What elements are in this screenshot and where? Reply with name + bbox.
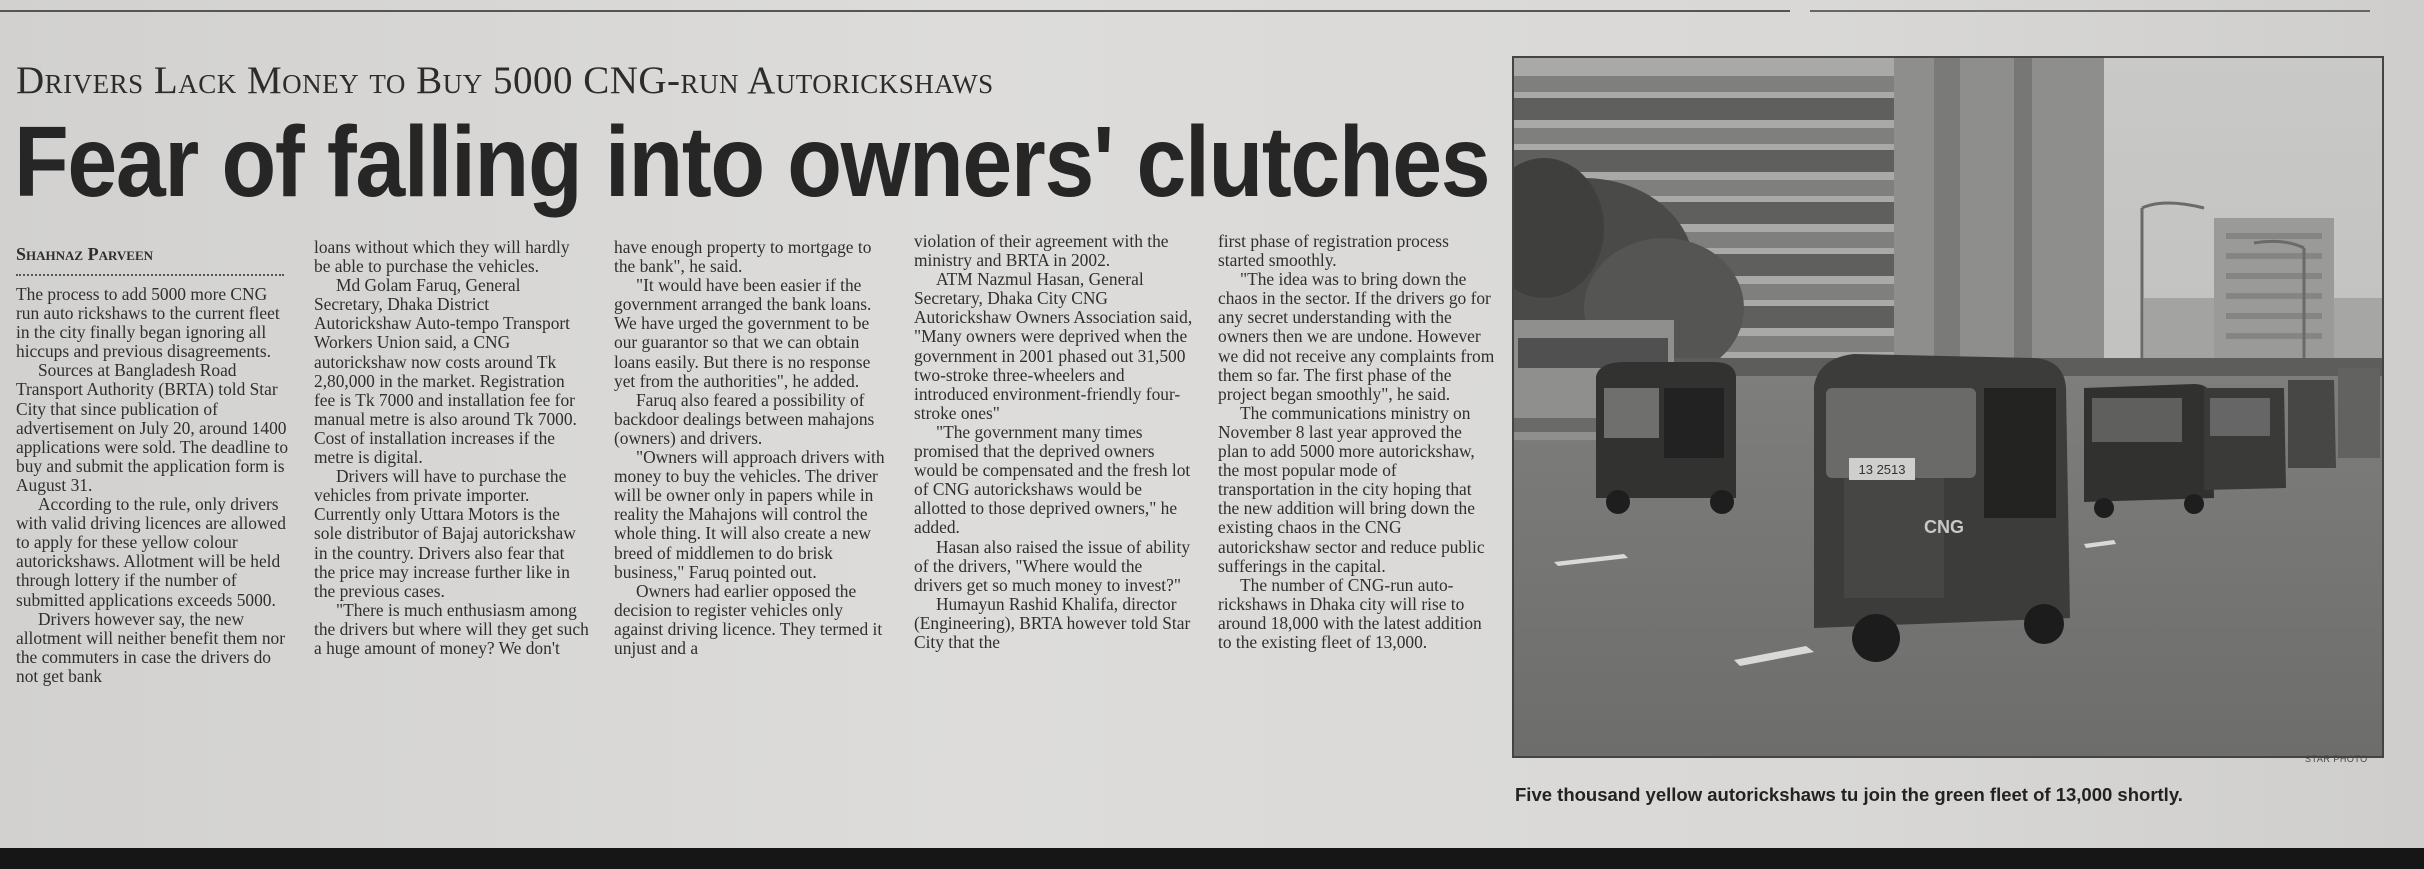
article-kicker: Drivers Lack Money to Buy 5000 CNG-run Autorickshaws: [16, 59, 994, 102]
paragraph: "There is much enthusiasm among the drivers but where will they get such a huge amount of money? We don't: [314, 599, 589, 658]
article-column-2: [314, 238, 590, 828]
photo-caption: Five thousand yellow autorickshaws tu join the green fleet of 13,000 shortly.: [1515, 784, 2183, 805]
paragraph: Md Golam Faruq, General Secretary, Dhaka District Autorickshaw Auto-tempo Transport Workers Union said, a CNG autorickshaw now costs around Tk 2,80,000 in the market. Registration fee is Tk 7000 and installation fee for manual metre is also around Tk 7000. Cost of installation increases if the metre is digital.: [314, 275, 577, 468]
paragraph: "The government many times promised that the deprived owners would be compensated and the fresh lot of CNG autorickshaws would be allotted to those deprived owners," he added.: [914, 421, 1191, 538]
autorickshaw-left: [1596, 362, 1736, 514]
paragraph: "The idea was to bring down the chaos in the sector. If the drivers go for any secret understanding with the owners then we are undone. However we did not receive any complaints from them so far. The first phase of the project began smoothly", he said.: [1218, 269, 1495, 404]
license-plate: 13 2513: [1858, 462, 1906, 477]
paragraph: first phase of registration process started smoothly.: [1218, 232, 1449, 271]
top-rule: [0, 10, 1790, 12]
paragraph: Drivers will have to purchase the vehicles from private importer. Currently only Uttara Motors is the sole distributor of Bajaj autorickshaw in the country. Drivers also fear that the price may increase further like in the previous cases.: [314, 466, 576, 601]
paragraph: loans without which they will hardly be able to purchase the vehicles.: [314, 238, 570, 277]
article-byline: Shahnaz Parveen: [16, 244, 154, 264]
paragraph: Hasan also raised the issue of ability of the drivers, "Where would the drivers get so much money to invest?": [914, 536, 1191, 595]
photo-credit: STAR PHOTO: [2305, 754, 2368, 764]
page-bottom-edge: [0, 848, 2424, 869]
paragraph: Faruq also feared a possibility of backdoor dealings between mahajons (owners) and drivers.: [614, 389, 875, 448]
byline-divider: [16, 274, 284, 276]
article-headline: Fear of falling into owners' clutches: [14, 106, 1490, 218]
paragraph: Drivers however say, the new allotment will neither benefit them nor the commuters in case the drivers do not get bank: [16, 608, 285, 686]
street-scene-illustration: [1514, 58, 2382, 756]
tower-building: [1874, 58, 2104, 398]
paragraph: Owners had earlier opposed the decision to register vehicles only against driving licence. They termed it unjust and a: [614, 580, 883, 658]
paragraph: ATM Nazmul Hasan, General Secretary, Dhaka City CNG Autorickshaw Owners Association said, "Many owners were deprived when the government in 2001 phased out 31,500 two-stroke three-wheelers and introduced environment-friendly four-stroke ones": [914, 269, 1193, 423]
paragraph: have enough property to mortgage to the bank", he said.: [614, 238, 872, 277]
paragraph: violation of their agreement with the ministry and BRTA in 2002.: [914, 232, 1169, 271]
paragraph: "Owners will approach drivers with money to buy the vehicles. The driver will be owner only in papers while in reality the Mahajons will control the whole thing. It will also create a new breed of middlemen to do brisk business," Faruq pointed out.: [614, 447, 885, 582]
article-column-5: [1218, 232, 1496, 828]
paragraph: The process to add 5000 more CNG run auto rickshaws to the current fleet in the city finally began ignoring all hiccups and previous disagreements.: [16, 285, 280, 362]
paragraph: According to the rule, only drivers with valid driving licences are allowed to apply for these yellow colour autorickshaws. Allotment will be held through lottery if the number of submitted applications exceeds 5000.: [16, 494, 286, 610]
article-column-4: [914, 232, 1194, 828]
news-photo: [1512, 56, 2384, 758]
vehicle-cng-label: CNG: [1924, 517, 1964, 537]
autorickshaw-main: [1814, 354, 2070, 662]
paragraph: The number of CNG-run auto-rickshaws in Dhaka city will rise to around 18,000 with the latest addition to the existing fleet of 13,000.: [1218, 574, 1482, 652]
article-column-3: [614, 238, 890, 828]
paragraph: "It would have been easier if the government arranged the bank loans. We have urged the government to be our guarantor so that we can obtain loans easily. But there is no response yet from the authorities", he added.: [614, 275, 872, 391]
article-column-1: [16, 285, 292, 825]
paragraph: The communications ministry on November 8 last year approved the plan to add 5000 more autorickshaw, the most popular mode of transportation in the city hoping that the new addition will bring down the existing chaos in the CNG autorickshaw sector and reduce public sufferings in the capital.: [1218, 402, 1485, 576]
paragraph: Sources at Bangladesh Road Transport Authority (BRTA) told Star City that since publication of advertisement on July 20, around 1400 applications were sold. The deadline to buy and submit the application form is August 31.: [16, 360, 289, 495]
top-rule-right: [1810, 10, 2370, 12]
paragraph: Humayun Rashid Khalifa, director (Engineering), BRTA however told Star City that the: [914, 593, 1191, 652]
